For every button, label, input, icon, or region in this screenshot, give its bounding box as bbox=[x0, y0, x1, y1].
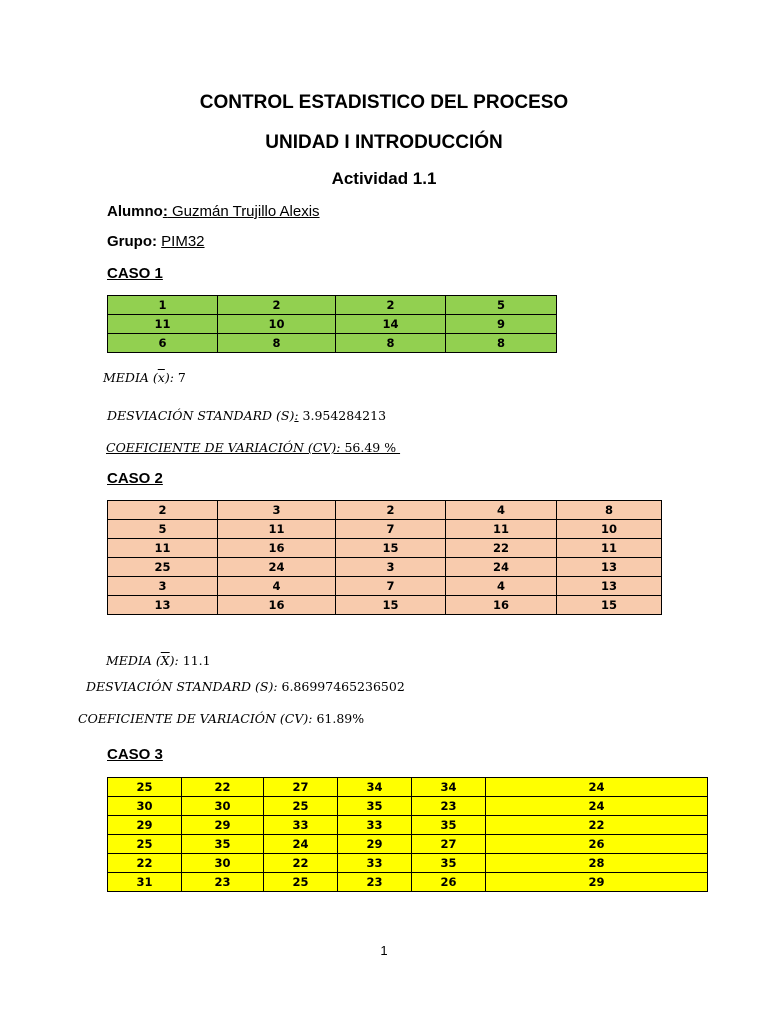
table-cell: 25 bbox=[108, 778, 182, 797]
table-cell: 2 bbox=[218, 296, 336, 315]
caso1-media-symbol: $\overline{x}$ bbox=[157, 370, 165, 385]
alumno-value: Guzmán Trujillo Alexis bbox=[167, 203, 320, 220]
table-cell: 4 bbox=[218, 577, 336, 596]
table-cell: 5 bbox=[108, 520, 218, 539]
table-row bbox=[108, 539, 662, 558]
table-cell: 7 bbox=[336, 520, 446, 539]
grupo-field bbox=[107, 233, 205, 250]
table-cell: 13 bbox=[557, 577, 662, 596]
table-cell: 10 bbox=[557, 520, 662, 539]
caso1-table bbox=[107, 295, 557, 353]
table-cell: 11 bbox=[218, 520, 336, 539]
table-cell: 4 bbox=[446, 577, 557, 596]
caso2-desviacion bbox=[86, 679, 405, 694]
table-cell: 22 bbox=[182, 778, 264, 797]
table-row bbox=[108, 315, 557, 334]
caso2-media-close: ): bbox=[169, 653, 179, 668]
table-cell: 23 bbox=[338, 873, 412, 892]
table-cell: 22 bbox=[486, 816, 708, 835]
activity-title: Actividad 1.1 bbox=[331, 169, 437, 188]
table-cell: 10 bbox=[218, 315, 336, 334]
caso2-media-symbol: $\overline{X}$ bbox=[160, 653, 170, 668]
table-cell: 11 bbox=[108, 539, 218, 558]
table-row bbox=[108, 816, 708, 835]
table-cell: 33 bbox=[338, 854, 412, 873]
table-cell: 1 bbox=[108, 296, 218, 315]
table-cell: 29 bbox=[486, 873, 708, 892]
table-cell: 6 bbox=[108, 334, 218, 353]
table-cell: 35 bbox=[338, 797, 412, 816]
table-cell: 2 bbox=[336, 296, 446, 315]
table-cell: 24 bbox=[486, 778, 708, 797]
table-cell: 8 bbox=[446, 334, 557, 353]
table-cell: 9 bbox=[446, 315, 557, 334]
table-row bbox=[108, 520, 662, 539]
caso2-desv-value: 6.86997465236502 bbox=[277, 679, 405, 694]
table-cell: 14 bbox=[336, 315, 446, 334]
table-cell: 24 bbox=[486, 797, 708, 816]
table-row bbox=[108, 296, 557, 315]
page-number: 1 bbox=[380, 943, 388, 958]
table-cell: 2 bbox=[336, 501, 446, 520]
table-row bbox=[108, 558, 662, 577]
caso2-table bbox=[107, 500, 662, 615]
table-cell: 22 bbox=[264, 854, 338, 873]
caso1-desviacion bbox=[107, 408, 386, 423]
table-row bbox=[108, 577, 662, 596]
table-cell: 29 bbox=[338, 835, 412, 854]
table-cell: 4 bbox=[446, 501, 557, 520]
table-cell: 23 bbox=[182, 873, 264, 892]
table-cell: 27 bbox=[412, 835, 486, 854]
table-cell: 16 bbox=[218, 596, 336, 615]
caso1-desv-colon: : bbox=[294, 408, 299, 423]
table-cell: 27 bbox=[264, 778, 338, 797]
alumno-field bbox=[107, 203, 320, 220]
caso2-cv-value: 61.89% bbox=[312, 711, 365, 726]
alumno-colon: : bbox=[162, 203, 168, 220]
caso2-media-value: 11.1 bbox=[178, 653, 211, 668]
caso2-cv-label: COEFICIENTE DE VARIACIÓN (CV): bbox=[78, 711, 313, 726]
table-cell: 34 bbox=[412, 778, 486, 797]
table-row bbox=[108, 501, 662, 520]
caso1-media bbox=[103, 370, 186, 385]
table-row bbox=[108, 596, 662, 615]
table-cell: 25 bbox=[108, 835, 182, 854]
table-cell: 30 bbox=[182, 797, 264, 816]
grupo-label: Grupo: bbox=[107, 233, 157, 250]
table-row bbox=[108, 334, 557, 353]
table-cell: 5 bbox=[446, 296, 557, 315]
table-cell: 7 bbox=[336, 577, 446, 596]
table-cell: 24 bbox=[218, 558, 336, 577]
table-cell: 15 bbox=[336, 539, 446, 558]
table-cell: 2 bbox=[108, 501, 218, 520]
table-cell: 8 bbox=[336, 334, 446, 353]
caso1-cv-value: 56.49 % bbox=[340, 440, 401, 455]
table-cell: 8 bbox=[218, 334, 336, 353]
table-cell: 30 bbox=[182, 854, 264, 873]
grupo-value: PIM32 bbox=[161, 233, 205, 250]
table-cell: 26 bbox=[486, 835, 708, 854]
table-cell: 25 bbox=[264, 797, 338, 816]
table-cell: 13 bbox=[108, 596, 218, 615]
table-cell: 26 bbox=[412, 873, 486, 892]
table-cell: 35 bbox=[182, 835, 264, 854]
table-cell: 3 bbox=[218, 501, 336, 520]
caso1-coeficiente bbox=[106, 440, 400, 455]
table-row bbox=[108, 854, 708, 873]
table-row bbox=[108, 835, 708, 854]
table-cell: 3 bbox=[336, 558, 446, 577]
table-cell: 30 bbox=[108, 797, 182, 816]
table-row bbox=[108, 873, 708, 892]
table-cell: 22 bbox=[108, 854, 182, 873]
table-cell: 22 bbox=[446, 539, 557, 558]
table-cell: 3 bbox=[108, 577, 218, 596]
caso2-heading: CASO 2 bbox=[107, 470, 163, 487]
table-cell: 13 bbox=[557, 558, 662, 577]
table-cell: 25 bbox=[108, 558, 218, 577]
table-cell: 15 bbox=[557, 596, 662, 615]
caso1-media-close: ): bbox=[164, 370, 174, 385]
caso3-table bbox=[107, 777, 708, 892]
table-cell: 33 bbox=[264, 816, 338, 835]
caso1-cv-label: COEFICIENTE DE VARIACIÓN (CV): bbox=[106, 440, 341, 455]
table-cell: 11 bbox=[557, 539, 662, 558]
caso1-heading: CASO 1 bbox=[107, 265, 163, 282]
caso1-desv-label: DESVIACIÓN STANDARD (S) bbox=[107, 408, 295, 423]
alumno-label: Alumno bbox=[107, 203, 163, 220]
document-title: CONTROL ESTADISTICO DEL PROCESO bbox=[199, 92, 569, 113]
table-cell: 35 bbox=[412, 816, 486, 835]
table-cell: 15 bbox=[336, 596, 446, 615]
table-cell: 16 bbox=[218, 539, 336, 558]
caso1-media-value: 7 bbox=[173, 370, 186, 385]
table-cell: 24 bbox=[446, 558, 557, 577]
table-cell: 24 bbox=[264, 835, 338, 854]
table-cell: 31 bbox=[108, 873, 182, 892]
caso2-media bbox=[106, 653, 211, 668]
caso1-desv-value: 3.954284213 bbox=[298, 408, 387, 423]
table-cell: 16 bbox=[446, 596, 557, 615]
table-cell: 29 bbox=[182, 816, 264, 835]
table-cell: 25 bbox=[264, 873, 338, 892]
table-cell: 23 bbox=[412, 797, 486, 816]
caso2-media-label: MEDIA ( bbox=[106, 653, 161, 668]
table-cell: 34 bbox=[338, 778, 412, 797]
table-cell: 35 bbox=[412, 854, 486, 873]
caso2-coeficiente bbox=[78, 711, 364, 726]
table-cell: 11 bbox=[446, 520, 557, 539]
table-row bbox=[108, 797, 708, 816]
table-cell: 11 bbox=[108, 315, 218, 334]
table-cell: 29 bbox=[108, 816, 182, 835]
table-row bbox=[108, 778, 708, 797]
caso3-heading: CASO 3 bbox=[107, 746, 163, 763]
table-cell: 28 bbox=[486, 854, 708, 873]
table-cell: 8 bbox=[557, 501, 662, 520]
caso2-desv-label: DESVIACIÓN STANDARD (S): bbox=[86, 679, 278, 694]
caso1-media-label: MEDIA ( bbox=[103, 370, 158, 385]
table-cell: 33 bbox=[338, 816, 412, 835]
unit-title: UNIDAD I INTRODUCCIÓN bbox=[265, 132, 503, 153]
